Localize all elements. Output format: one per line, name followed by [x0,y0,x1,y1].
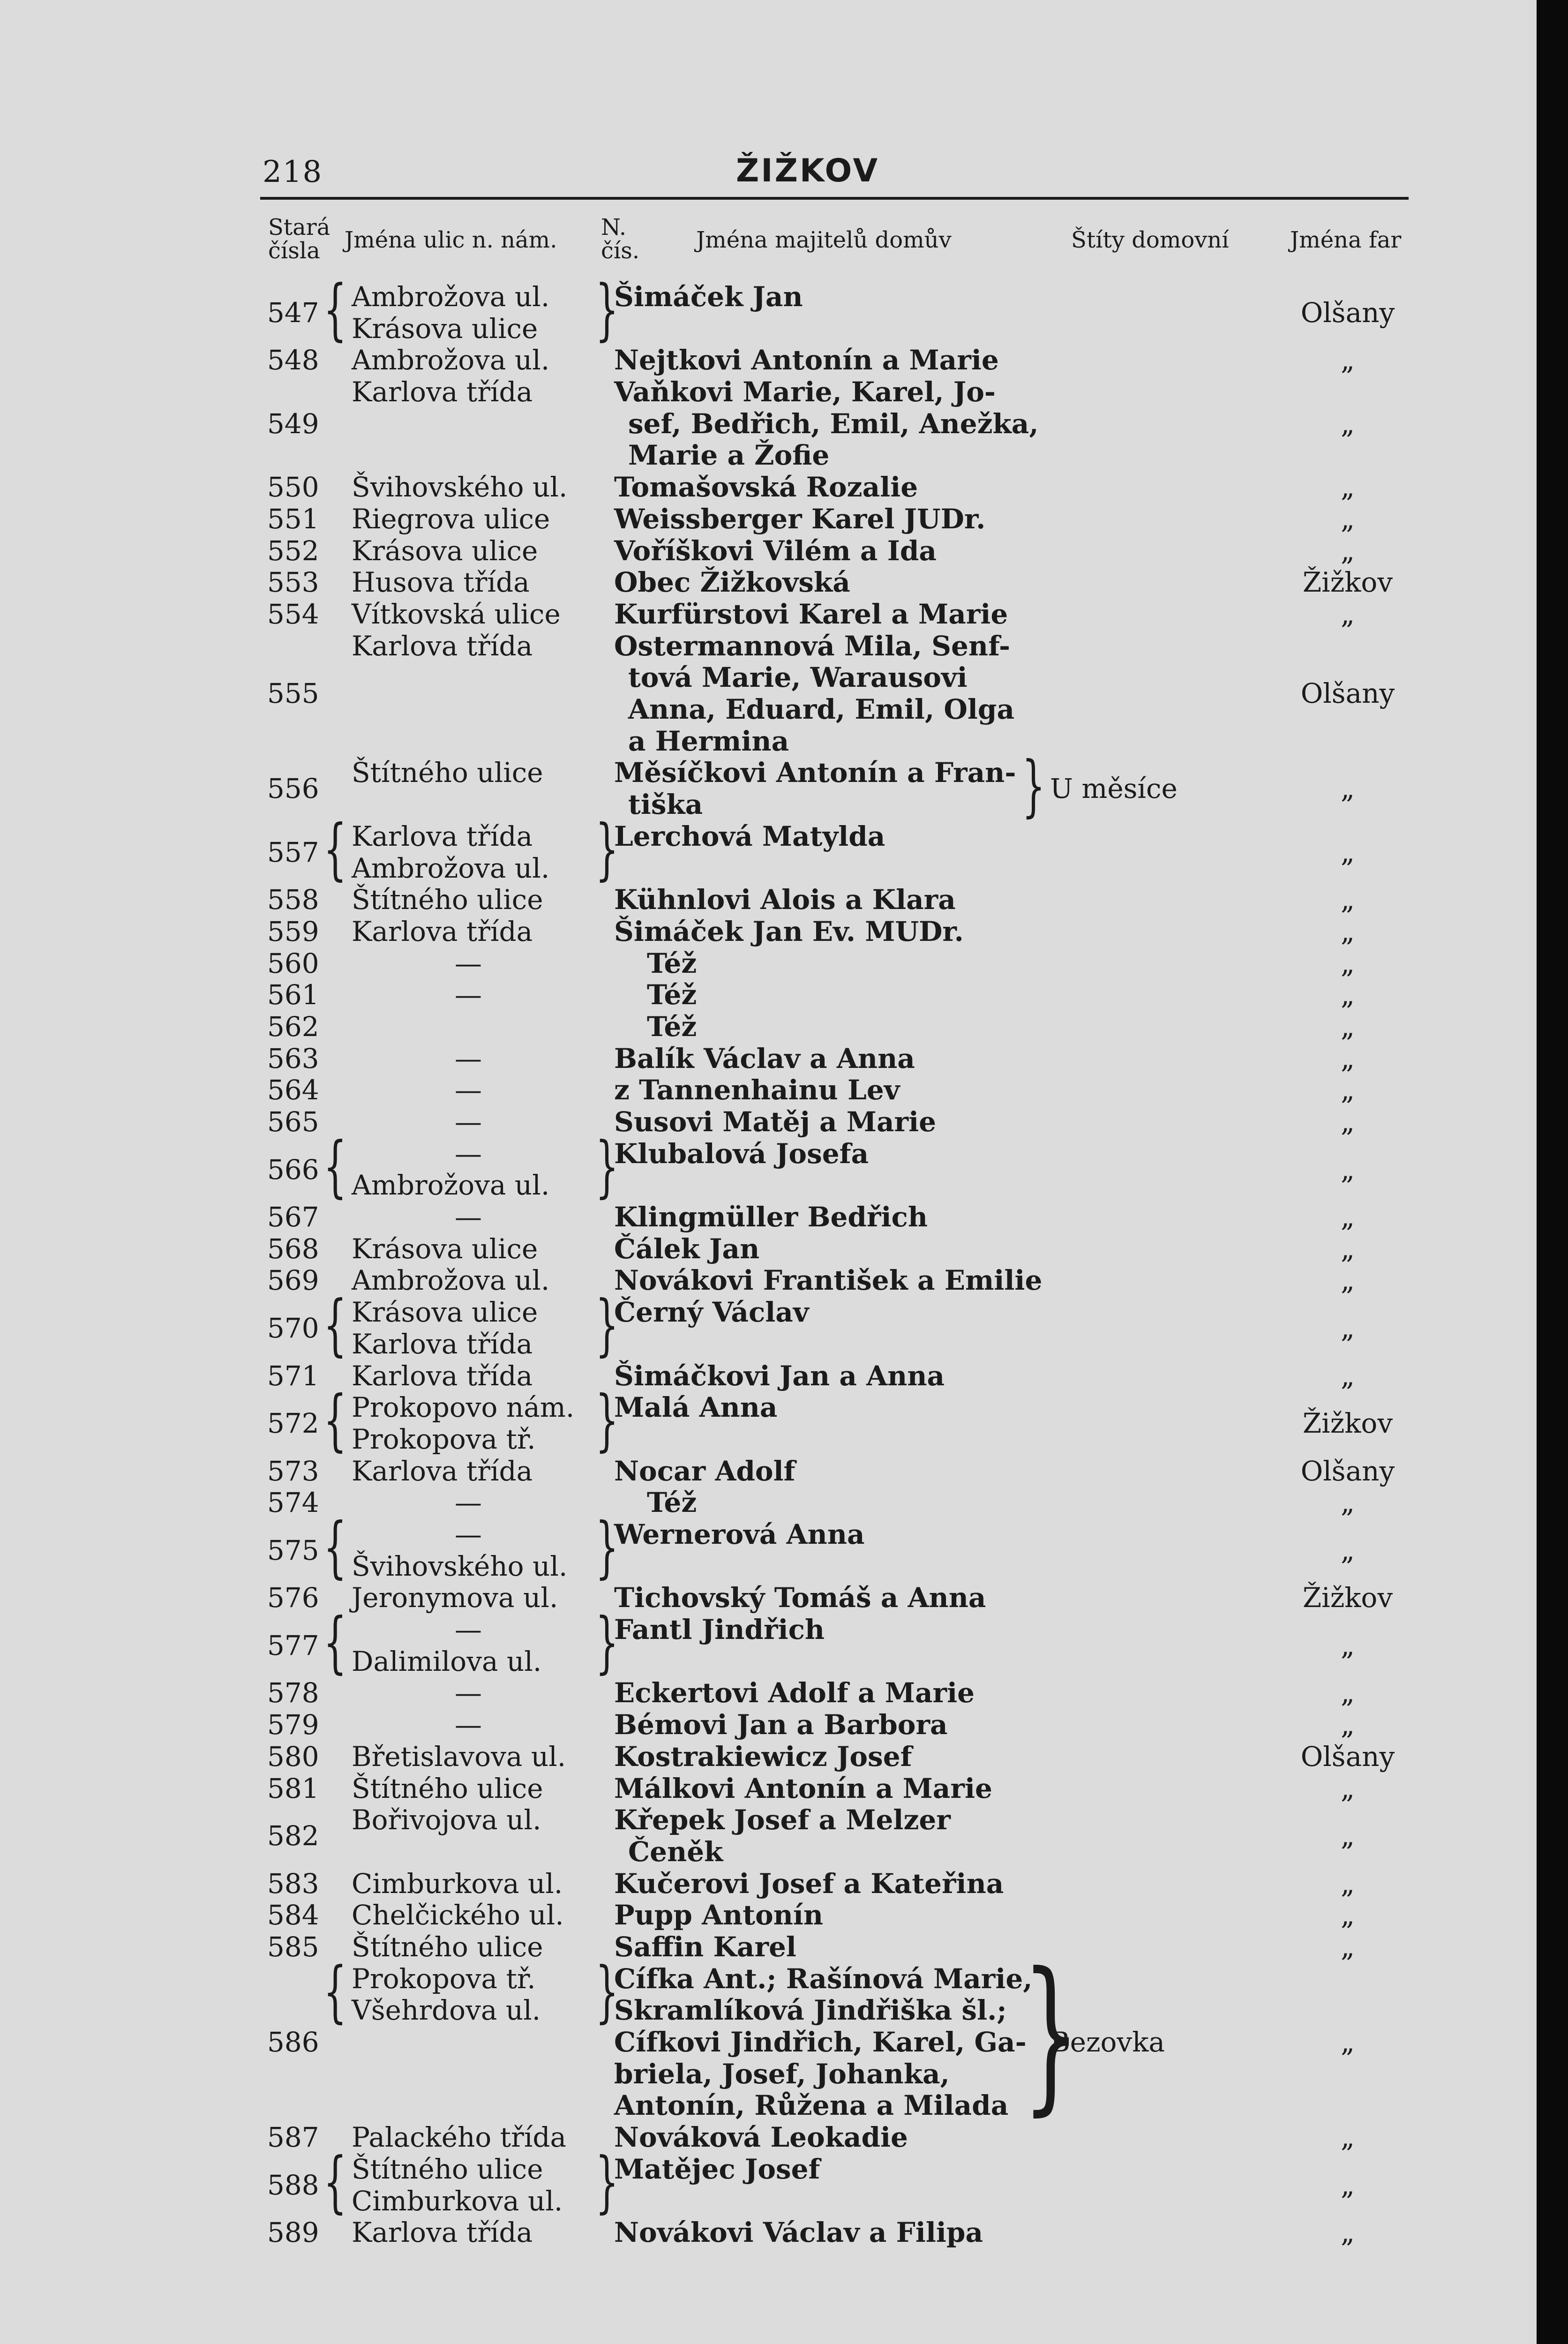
street-name: — [455,1487,482,1519]
parish-name: „ [1340,1931,1355,1963]
house-sign: U měsíce [1050,773,1178,805]
table-row [267,810,1411,888]
parish-name: „ [1340,1360,1355,1392]
old-house-number: 554 [267,598,319,630]
street-name: Krásova ulice [352,534,538,567]
old-house-number: 557 [267,836,319,868]
street-name: Štítného ulice [352,757,543,789]
table-row [267,376,1411,472]
owner-names: Pupp Antonín [614,1899,824,1931]
street-name: — [455,1042,482,1074]
street-name: Cimburkova ul. [352,1867,563,1900]
street-name: Švihovského ul. [352,471,568,503]
old-house-number: 564 [267,1074,319,1106]
parish-name: Olšany [1300,677,1395,710]
parish-name: „ [1340,1074,1355,1106]
parish-name: „ [1340,1772,1355,1804]
old-house-number: 578 [267,1677,319,1709]
parish-name: „ [1340,915,1355,947]
table-row [267,746,1411,825]
table-row [267,1381,1411,1459]
street-name: — [455,947,482,979]
owner-names: Obec Žižkovská [614,566,850,599]
owner-names: Nejtkovi Antonín a Marie [614,344,999,376]
old-house-number: 566 [267,1153,319,1186]
header-old-number: Stará čísla [268,214,330,264]
street-closing-brace: } [595,810,619,888]
street-brace: { [323,1286,347,1364]
old-house-number: 560 [267,947,319,979]
table-row [267,979,1411,1011]
table-row [267,948,1411,980]
table-row [267,1508,1411,1586]
old-house-number: 586 [267,2026,319,2059]
owner-names: Ostermannová Mila, Senf- tová Marie, Warausovi Anna, Eduard, Emil, Olga a Hermina [614,630,1015,757]
old-house-number: 571 [267,1360,319,1392]
owner-names: Bémovi Jan a Barbora [614,1709,948,1741]
old-house-number: 574 [267,1487,319,1519]
old-house-number: 585 [267,1931,319,1963]
old-house-number: 577 [267,1629,319,1661]
old-house-number: 568 [267,1232,319,1265]
parish-name: „ [1340,407,1355,440]
street-name: Jeronymova ul. [352,1582,558,1614]
street-name: Krásova ulice Karlova třída [352,1296,538,1360]
street-brace: { [323,270,347,349]
owner-names: Černý Václav [614,1296,809,1329]
table-row [267,2122,1411,2154]
parish-name: „ [1340,1820,1355,1852]
street-brace: { [323,1603,347,1682]
table-row [267,2143,1411,2221]
old-house-number: 575 [267,1534,319,1566]
street-closing-brace: } [595,1381,619,1459]
street-name: Ambrožova ul. [352,344,550,376]
old-house-number: 555 [267,677,319,710]
street-name: Karlova třída [352,376,533,408]
parish-name: „ [1340,1232,1355,1265]
old-house-number: 587 [267,2121,319,2154]
street-name: Ambrožova ul. Krásova ulice [352,281,550,345]
old-house-number: 552 [267,534,319,567]
header-rule [260,197,1409,200]
old-house-number: 549 [267,407,319,440]
old-house-number: 567 [267,1201,319,1233]
table-row [267,1106,1411,1138]
street-name: — Švihovského ul. [352,1518,568,1582]
street-name: Karlova třída [352,2216,533,2249]
parish-name: „ [1340,1010,1355,1043]
owner-names: Též [647,1010,697,1043]
owner-names: Čálek Jan [614,1232,760,1265]
street-name: Chelčického ul. [352,1899,564,1931]
street-name: — [455,1074,482,1106]
table-row [267,1868,1411,1900]
street-brace: { [323,1381,347,1459]
parish-name: „ [1340,836,1355,868]
old-house-number: 579 [267,1709,319,1741]
table-row [267,1202,1411,1233]
old-house-number: 551 [267,503,319,535]
owner-names: z Tannenhainu Lev [614,1074,900,1106]
owner-names: Klubalová Josefa [614,1137,869,1170]
parish-name: „ [1340,1867,1355,1900]
street-name: Riegrova ulice [352,503,550,535]
owner-names: Susovi Matěj a Marie [614,1106,937,1138]
parish-name: „ [1340,884,1355,916]
sign-brace: } [1022,1936,1080,2131]
street-name: — Ambrožova ul. [352,1137,550,1202]
table-row [267,567,1411,599]
street-name: Karlova třída [352,1360,533,1392]
street-name: — [455,1201,482,1233]
owner-names: Kühnlovi Alois a Klara [614,884,956,916]
table-row [267,631,1411,758]
old-house-number: 561 [267,979,319,1011]
parish-name: „ [1340,979,1355,1011]
old-house-number: 565 [267,1106,319,1138]
parish-name: „ [1340,534,1355,567]
header-signs: Štíty domovní [1071,227,1229,253]
street-name: Břetislavova ul. [352,1740,566,1773]
street-name: Štítného ulice [352,1931,543,1963]
old-house-number: 563 [267,1042,319,1074]
parish-name: „ [1340,503,1355,535]
street-brace: { [323,2143,347,2221]
old-house-number: 559 [267,915,319,947]
street-name: Husova třída [352,566,530,599]
table-row [267,1582,1411,1614]
street-name: Karlova třída [352,915,533,947]
old-house-number: 562 [267,1010,319,1043]
street-name: Štítného ulice [352,884,543,916]
owner-names: Měsíčkovi Antonín a Fran- tiška [614,757,1016,821]
owner-names: Kučerovi Josef a Kateřina [614,1867,1004,1900]
owner-names: Klingmüller Bedřich [614,1201,928,1233]
old-house-number: 582 [267,1820,319,1852]
owner-names: Cífka Ant.; Rašínová Marie, Skramlíková Jindřiška šl.; Cífkovi Jindřich, Karel, Ga- briela, Josef, Johanka, Antonín, Růžena a Milada [614,1962,1033,2122]
owner-names: Wernerová Anna [614,1518,865,1550]
street-name: Vítkovská ulice [352,598,561,630]
old-house-number: 589 [267,2216,319,2249]
table-row [267,1804,1411,1868]
parish-name: „ [1340,1264,1355,1297]
street-name: — [455,1106,482,1138]
owner-names: Kostrakiewicz Josef [614,1740,912,1773]
owner-names: Křepek Josef a Melzer Čeněk [614,1804,951,1868]
table-row [267,2217,1411,2249]
street-name: Karlova třída [352,1455,533,1487]
street-brace: { [323,1508,347,1586]
owner-names: Matějec Josef [614,2153,820,2185]
owner-names: Kurfürstovi Karel a Marie [614,598,1008,630]
table-row [267,1709,1411,1741]
street-name: Bořivojova ul. [352,1804,541,1836]
parish-name: „ [1340,2216,1355,2249]
old-house-number: 550 [267,471,319,503]
street-closing-brace: } [595,1603,619,1682]
parish-name: „ [1340,1487,1355,1519]
owner-names: Novákovi František a Emilie [614,1264,1043,1297]
old-house-number: 548 [267,344,319,376]
owner-names: Saffin Karel [614,1931,796,1963]
street-name: Karlova třída Ambrožova ul. [352,820,550,884]
parish-name: Žižkov [1302,1407,1393,1440]
street-name: — [455,1709,482,1741]
table-row [267,1603,1411,1682]
parish-name: Žižkov [1302,566,1393,599]
parish-name: Žižkov [1302,1582,1393,1614]
parish-name: „ [1340,2121,1355,2154]
parish-name: „ [1340,1899,1355,1931]
old-house-number: 570 [267,1312,319,1344]
table-row [267,1286,1411,1364]
parish-name: „ [1340,1534,1355,1566]
street-closing-brace: } [595,1127,619,1205]
table-row [267,1741,1411,1773]
owner-names: Vaňkovi Marie, Karel, Jo- sef, Bedřich, Emil, Anežka, Marie a Žofie [614,376,1039,472]
table-row [267,503,1411,535]
street-name: — [455,1677,482,1709]
street-name: Ambrožova ul. [352,1264,550,1297]
street-closing-brace: } [595,2143,619,2221]
header-owners: Jména majitelů domův [696,227,952,253]
page-number: 218 [263,155,323,189]
parish-name: Olšany [1300,1455,1395,1487]
table-row [267,1127,1411,1205]
street-closing-brace: } [595,1508,619,1586]
street-name: Prokopova tř. Všehrdova ul. [352,1962,541,2027]
owner-names: Lerchová Matylda [614,820,885,852]
street-name: Krásova ulice [352,1232,538,1265]
owner-names: Málkovi Antonín a Marie [614,1772,992,1804]
parish-name: „ [1340,1042,1355,1074]
parish-name: „ [1340,1629,1355,1661]
house-sign: Bezovka [1050,2026,1165,2059]
table-row [267,1011,1411,1043]
old-house-number: 581 [267,1772,319,1804]
street-name [352,1011,628,1043]
table-row [267,535,1411,567]
old-house-number: 558 [267,884,319,916]
parish-name: „ [1340,1312,1355,1344]
owner-names: Šimáčkovi Jan a Anna [614,1360,945,1392]
table-row [267,1074,1411,1106]
parish-name: „ [1340,1201,1355,1233]
parish-name: „ [1340,773,1355,805]
street-closing-brace: } [595,270,619,349]
table-row [267,1487,1411,1519]
house-table [267,270,1411,2249]
table-row [267,1456,1411,1488]
old-house-number: 583 [267,1867,319,1900]
table-row [267,1360,1411,1392]
street-name: — [455,979,482,1011]
parish-name: „ [1340,471,1355,503]
owner-names: Eckertovi Adolf a Marie [614,1677,975,1709]
street-brace: { [323,1127,347,1205]
table-row [267,270,1411,349]
old-house-number: 569 [267,1264,319,1297]
header-new-number: N. čís. [601,214,640,264]
table-row [267,345,1411,376]
parish-name: „ [1340,1106,1355,1138]
owner-names: Malá Anna [614,1391,778,1424]
owner-names: Weissberger Karel JUDr. [614,503,986,535]
owner-names: Nocar Adolf [614,1455,795,1487]
street-closing-brace: } [595,1952,619,2030]
parish-name: „ [1340,1153,1355,1186]
owner-names: Šimáček Jan [614,281,803,313]
parish-name: Olšany [1300,1740,1395,1773]
owner-names: Voříškovi Vilém a Ida [614,534,937,567]
street-brace: { [323,810,347,888]
old-house-number: 572 [267,1407,319,1440]
owner-names: Novákovi Václav a Filipa [614,2216,983,2249]
street-brace: { [323,1952,347,2030]
old-house-number: 556 [267,773,319,805]
owner-names: Tichovský Tomáš a Anna [614,1582,986,1614]
parish-name: „ [1340,2169,1355,2201]
sign-brace: } [1022,746,1045,825]
table-row [267,884,1411,916]
street-name: Karlova třída [352,630,533,662]
street-name: Štítného ulice [352,1772,543,1804]
table-row [267,1677,1411,1709]
street-name: — Dalimilova ul. [352,1614,542,1677]
owner-names: Nováková Leokadie [614,2121,908,2154]
old-house-number: 576 [267,1582,319,1614]
page-title: ŽIŽKOV [736,152,880,189]
old-house-number: 588 [267,2169,319,2201]
header-streets: Jména ulic n. nám. [345,227,557,253]
old-house-number: 580 [267,1740,319,1773]
table-row [267,1265,1411,1297]
street-name: Štítného ulice Cimburkova ul. [352,2153,563,2217]
table-row [267,1931,1411,1963]
header-parishes: Jména far [1290,227,1402,253]
table-row [267,1043,1411,1075]
parish-name: „ [1340,598,1355,630]
street-name: Palackého třída [352,2121,567,2154]
old-house-number: 553 [267,566,319,599]
owner-names: Fantl Jindřich [614,1614,825,1646]
table-row [267,599,1411,631]
owner-names: Tomašovská Rozalie [614,471,918,503]
owner-names: Též [647,1487,697,1519]
table-row [267,1773,1411,1805]
parish-name: „ [1340,2026,1355,2059]
street-name: Prokopovo nám. Prokopova tř. [352,1391,575,1455]
parish-name: „ [1340,947,1355,979]
owner-names: Též [647,947,697,979]
old-house-number: 573 [267,1455,319,1487]
parish-name: „ [1340,1677,1355,1709]
table-row [267,916,1411,948]
owner-names: Balík Václav a Anna [614,1042,915,1074]
table-row [267,472,1411,503]
owner-names: Též [647,979,697,1011]
parish-name: „ [1340,1709,1355,1741]
table-row [267,1900,1411,1931]
owner-names: Šimáček Jan Ev. MUDr. [614,915,964,947]
street-closing-brace: } [595,1286,619,1364]
old-house-number: 584 [267,1899,319,1931]
parish-name: Olšany [1300,296,1395,329]
old-house-number: 547 [267,296,319,329]
parish-name: „ [1340,344,1355,376]
table-row [267,1233,1411,1265]
